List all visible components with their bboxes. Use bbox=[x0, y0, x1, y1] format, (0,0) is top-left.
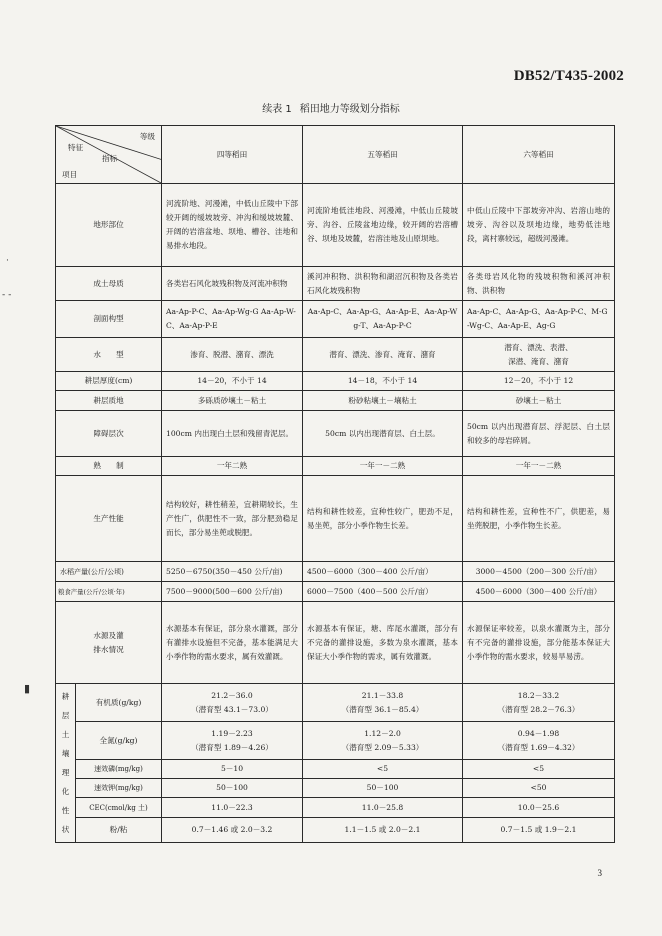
cell-grade-4: Aa-Ap-P-C、Aa-Ap-Wg-G Aa-Ap-W-C、Aa-Ap-P-E bbox=[162, 301, 303, 338]
row-label: 障碍层次 bbox=[56, 411, 162, 457]
row-label: 速效钾(mg/kg) bbox=[76, 779, 162, 798]
cell-grade-5: 粉砂粘壤土－壤粘土 bbox=[303, 391, 463, 411]
table-row bbox=[56, 476, 615, 562]
cell-grade-4: 5－10 bbox=[162, 760, 303, 779]
cell-grade-5: <5 bbox=[303, 760, 463, 779]
cell-grade-6 bbox=[463, 338, 615, 372]
header-grade-5: 五等稻田 bbox=[303, 126, 463, 184]
header-row bbox=[56, 126, 615, 184]
row-label: 地形部位 bbox=[56, 184, 162, 267]
cell-grade-4: 渗育、脱潜、潴育、漂洗 bbox=[162, 338, 303, 372]
cell-grade-6: <50 bbox=[463, 779, 615, 798]
row-label: 粮食产量(公斤/公顷·年) bbox=[56, 582, 162, 602]
row-label: 速效磷(mg/kg) bbox=[76, 760, 162, 779]
table-row bbox=[56, 722, 615, 760]
cell-grade-4: 21.2－36.0 （潜育型 43.1－73.0） bbox=[162, 684, 303, 722]
cell-grade-6: 砂壤土－粘土 bbox=[463, 391, 615, 411]
page-number: 3 bbox=[597, 868, 602, 878]
cell-grade-5: 水源基本有保证，塘、库尾水灌溉，部分有不完备的灌排设施，多数为泉水灌溉，基本保证大小季作物的需求，属有效灌溉。 bbox=[303, 602, 463, 684]
cell-grade-5: 50cm 以内出现潜育层、白土层。 bbox=[303, 411, 463, 457]
cell-grade-4: 结构较好，耕性稍差，宜耕期较长，生产性广，供肥性不一致，部分肥劲稳足而长，部分易坐蔸或脱肥。 bbox=[162, 476, 303, 562]
table-row bbox=[56, 684, 615, 722]
scan-mark: ▮ bbox=[24, 682, 31, 695]
table-row bbox=[56, 301, 615, 338]
cell-grade-5: 潜育、漂洗、渗育、淹育、潴育 bbox=[303, 338, 463, 372]
cell-grade-6: 一年一－二熟 bbox=[463, 457, 615, 476]
row-label: 粉/粘 bbox=[76, 818, 162, 843]
cell-grade-6: 水源保证率较差，以泉水灌溉为主，部分有不完备的灌排设施，部分能基本保证大小季作物的需水要求，较易旱易涝。 bbox=[463, 602, 615, 684]
header-grade: 等级 bbox=[139, 132, 155, 141]
cell-grade-5: 溪河冲积物、洪积物和湖沼沉积物及各类岩石风化坡残积物 bbox=[303, 267, 463, 301]
cell-grade-4: 7500－9000(500－600 公斤/亩) bbox=[162, 582, 303, 602]
cell-grade-4: 1.19－2.23 （潜育型 1.89－4.26） bbox=[162, 722, 303, 760]
table-row bbox=[56, 411, 615, 457]
cell-grade-5: 结构和耕性较差，宜种性较广，肥劲不足，易坐蔸，部分小季作物生长差。 bbox=[303, 476, 463, 562]
cell-grade-6: Aa-Ap-C、Aa-Ap-G、Aa-Ap-P-C、M-G-Wg-C、Aa-Ap-E、Ag-G bbox=[463, 301, 615, 338]
cell-line: 深潜、淹育、潴育 bbox=[508, 356, 569, 366]
cell-grade-5: 河流阶地低洼地段、河漫滩，中低山丘陵坡旁、沟谷、丘陵盆地边缘，较开阔的岩溶槽谷、坝地及坡麓，岩溶洼地及山原坝地。 bbox=[303, 184, 463, 267]
cell-grade-6: 中低山丘陵中下部坡旁冲沟、岩溶山地的坡旁、沟谷以及坝地边缘，地势低洼地段，离村寨较远，超级河漫滩。 bbox=[463, 184, 615, 267]
row-label: 水稻产量(公斤/公顷) bbox=[56, 562, 162, 582]
cell-grade-5: 6000－7500（400－500 公斤/亩） bbox=[303, 582, 463, 602]
row-label: 剖面构型 bbox=[56, 301, 162, 338]
table-row bbox=[56, 779, 615, 798]
table-row bbox=[56, 372, 615, 391]
row-label: 熟 制 bbox=[56, 457, 162, 476]
cell-grade-5: Aa-Ap-C、Aa-Ap-G、Aa-Ap-E、Aa-Ap-Wg-T、Aa-Ap-P-C bbox=[303, 301, 463, 338]
cell-grade-4: 11.0－22.3 bbox=[162, 798, 303, 818]
row-label-line: 水源及灌 bbox=[93, 630, 124, 640]
cell-line: 潜育、漂洗、表潜、 bbox=[504, 342, 573, 352]
cell-grade-6: 4500－6000（300－400 公斤/亩） bbox=[463, 582, 615, 602]
cell-grade-5: 4500－6000（300－400 公斤/亩） bbox=[303, 562, 463, 582]
table-caption: 稻田地力等级划分指标 bbox=[299, 104, 400, 115]
row-label: 成土母质 bbox=[56, 267, 162, 301]
cell-grade-6: 12－20，不小于 12 bbox=[463, 372, 615, 391]
row-label-line: 排水情况 bbox=[93, 644, 124, 654]
cell-grade-5: 21.1－33.8 （潜育型 36.1－85.4） bbox=[303, 684, 463, 722]
row-label: 耕层厚度(cm) bbox=[56, 372, 162, 391]
row-label: 全氮(g/kg) bbox=[76, 722, 162, 760]
row-label: 水 型 bbox=[56, 338, 162, 372]
cell-grade-6: 结构和耕性差，宜种性不广，供肥差，易坐蔸脱肥，小季作物生长差。 bbox=[463, 476, 615, 562]
table-row bbox=[56, 338, 615, 372]
row-label: CEC(cmol/kg 土) bbox=[76, 798, 162, 818]
cell-grade-6: 10.0－25.6 bbox=[463, 798, 615, 818]
standard-code: DB52/T435-2002 bbox=[513, 68, 624, 84]
table-title bbox=[0, 100, 662, 115]
table-row bbox=[56, 457, 615, 476]
cell-grade-6: 50cm 以内出现潜育层、浮泥层、白土层和较多的母岩碎屑。 bbox=[463, 411, 615, 457]
table-row bbox=[56, 184, 615, 267]
table-row bbox=[56, 582, 615, 602]
cell-grade-4: 多砾质砂壤土－粘土 bbox=[162, 391, 303, 411]
diagonal-header-cell bbox=[56, 126, 162, 184]
row-label: 生产性能 bbox=[56, 476, 162, 562]
table-row bbox=[56, 391, 615, 411]
table-row bbox=[56, 562, 615, 582]
cell-grade-4: 水源基本有保证，部分泉水灌溉，部分有灌排水设施但不完备，基本能满足大小季作物的需水要求，属有效灌溉。 bbox=[162, 602, 303, 684]
cell-grade-4: 河流阶地、河漫滩，中低山丘陵中下部较开阔的缓坡坡旁、冲沟和缓坡坡麓、开阔的岩溶盆地、坝地、槽谷、洼地和易排水地段。 bbox=[162, 184, 303, 267]
cell-grade-6: <5 bbox=[463, 760, 615, 779]
cell-grade-4: 50－100 bbox=[162, 779, 303, 798]
cell-grade-4: 各类岩石风化坡残积物及河流冲积物 bbox=[162, 267, 303, 301]
row-label bbox=[56, 602, 162, 684]
table-row bbox=[56, 602, 615, 684]
cell-grade-6: 0.7－1.5 或 1.9－2.1 bbox=[463, 818, 615, 843]
cell-grade-5: 一年一－二熟 bbox=[303, 457, 463, 476]
scan-mark: · bbox=[6, 256, 9, 266]
cell-grade-5: 1.12－2.0 （潜育型 2.09－5.33） bbox=[303, 722, 463, 760]
cell-grade-6: 3000－4500（200－300 公斤/亩） bbox=[463, 562, 615, 582]
scan-mark: - - bbox=[2, 290, 12, 300]
cell-grade-4: 100cm 内出现白土层和残留青泥层。 bbox=[162, 411, 303, 457]
cell-grade-4: 14－20，不小于 14 bbox=[162, 372, 303, 391]
header-grade-4: 四等稻田 bbox=[162, 126, 303, 184]
cell-grade-6: 0.94－1.98 （潜育型 1.69－4.32） bbox=[463, 722, 615, 760]
cell-grade-4: 一年二熟 bbox=[162, 457, 303, 476]
row-label: 耕层质地 bbox=[56, 391, 162, 411]
cell-grade-6: 18.2－33.2 （潜育型 28.2－76.3） bbox=[463, 684, 615, 722]
cell-grade-5: 14－18，不小于 14 bbox=[303, 372, 463, 391]
row-label: 有机质(g/kg) bbox=[76, 684, 162, 722]
table-row bbox=[56, 760, 615, 779]
cell-grade-5: 50－100 bbox=[303, 779, 463, 798]
table-number: 续表 1 bbox=[262, 104, 292, 115]
header-indicator: 指标 bbox=[102, 154, 118, 163]
soil-properties-label: 耕 层 土 壤 理 化 性 状 bbox=[56, 684, 76, 843]
header-feature: 特征 bbox=[68, 143, 84, 152]
cell-grade-4: 5250－6750(350－450 公斤/亩) bbox=[162, 562, 303, 582]
table-row bbox=[56, 798, 615, 818]
table-row bbox=[56, 818, 615, 843]
table-row bbox=[56, 267, 615, 301]
header-grade-6: 六等稻田 bbox=[463, 126, 615, 184]
cell-grade-5: 1.1－1.5 或 2.0－2.1 bbox=[303, 818, 463, 843]
cell-grade-6: 各类母岩风化物的残坡积物和溪河冲积物、洪积物 bbox=[463, 267, 615, 301]
cell-grade-4: 0.7－1.46 或 2.0－3.2 bbox=[162, 818, 303, 843]
header-item: 项目 bbox=[62, 170, 78, 179]
grading-table bbox=[55, 125, 615, 843]
cell-grade-5: 11.0－25.8 bbox=[303, 798, 463, 818]
